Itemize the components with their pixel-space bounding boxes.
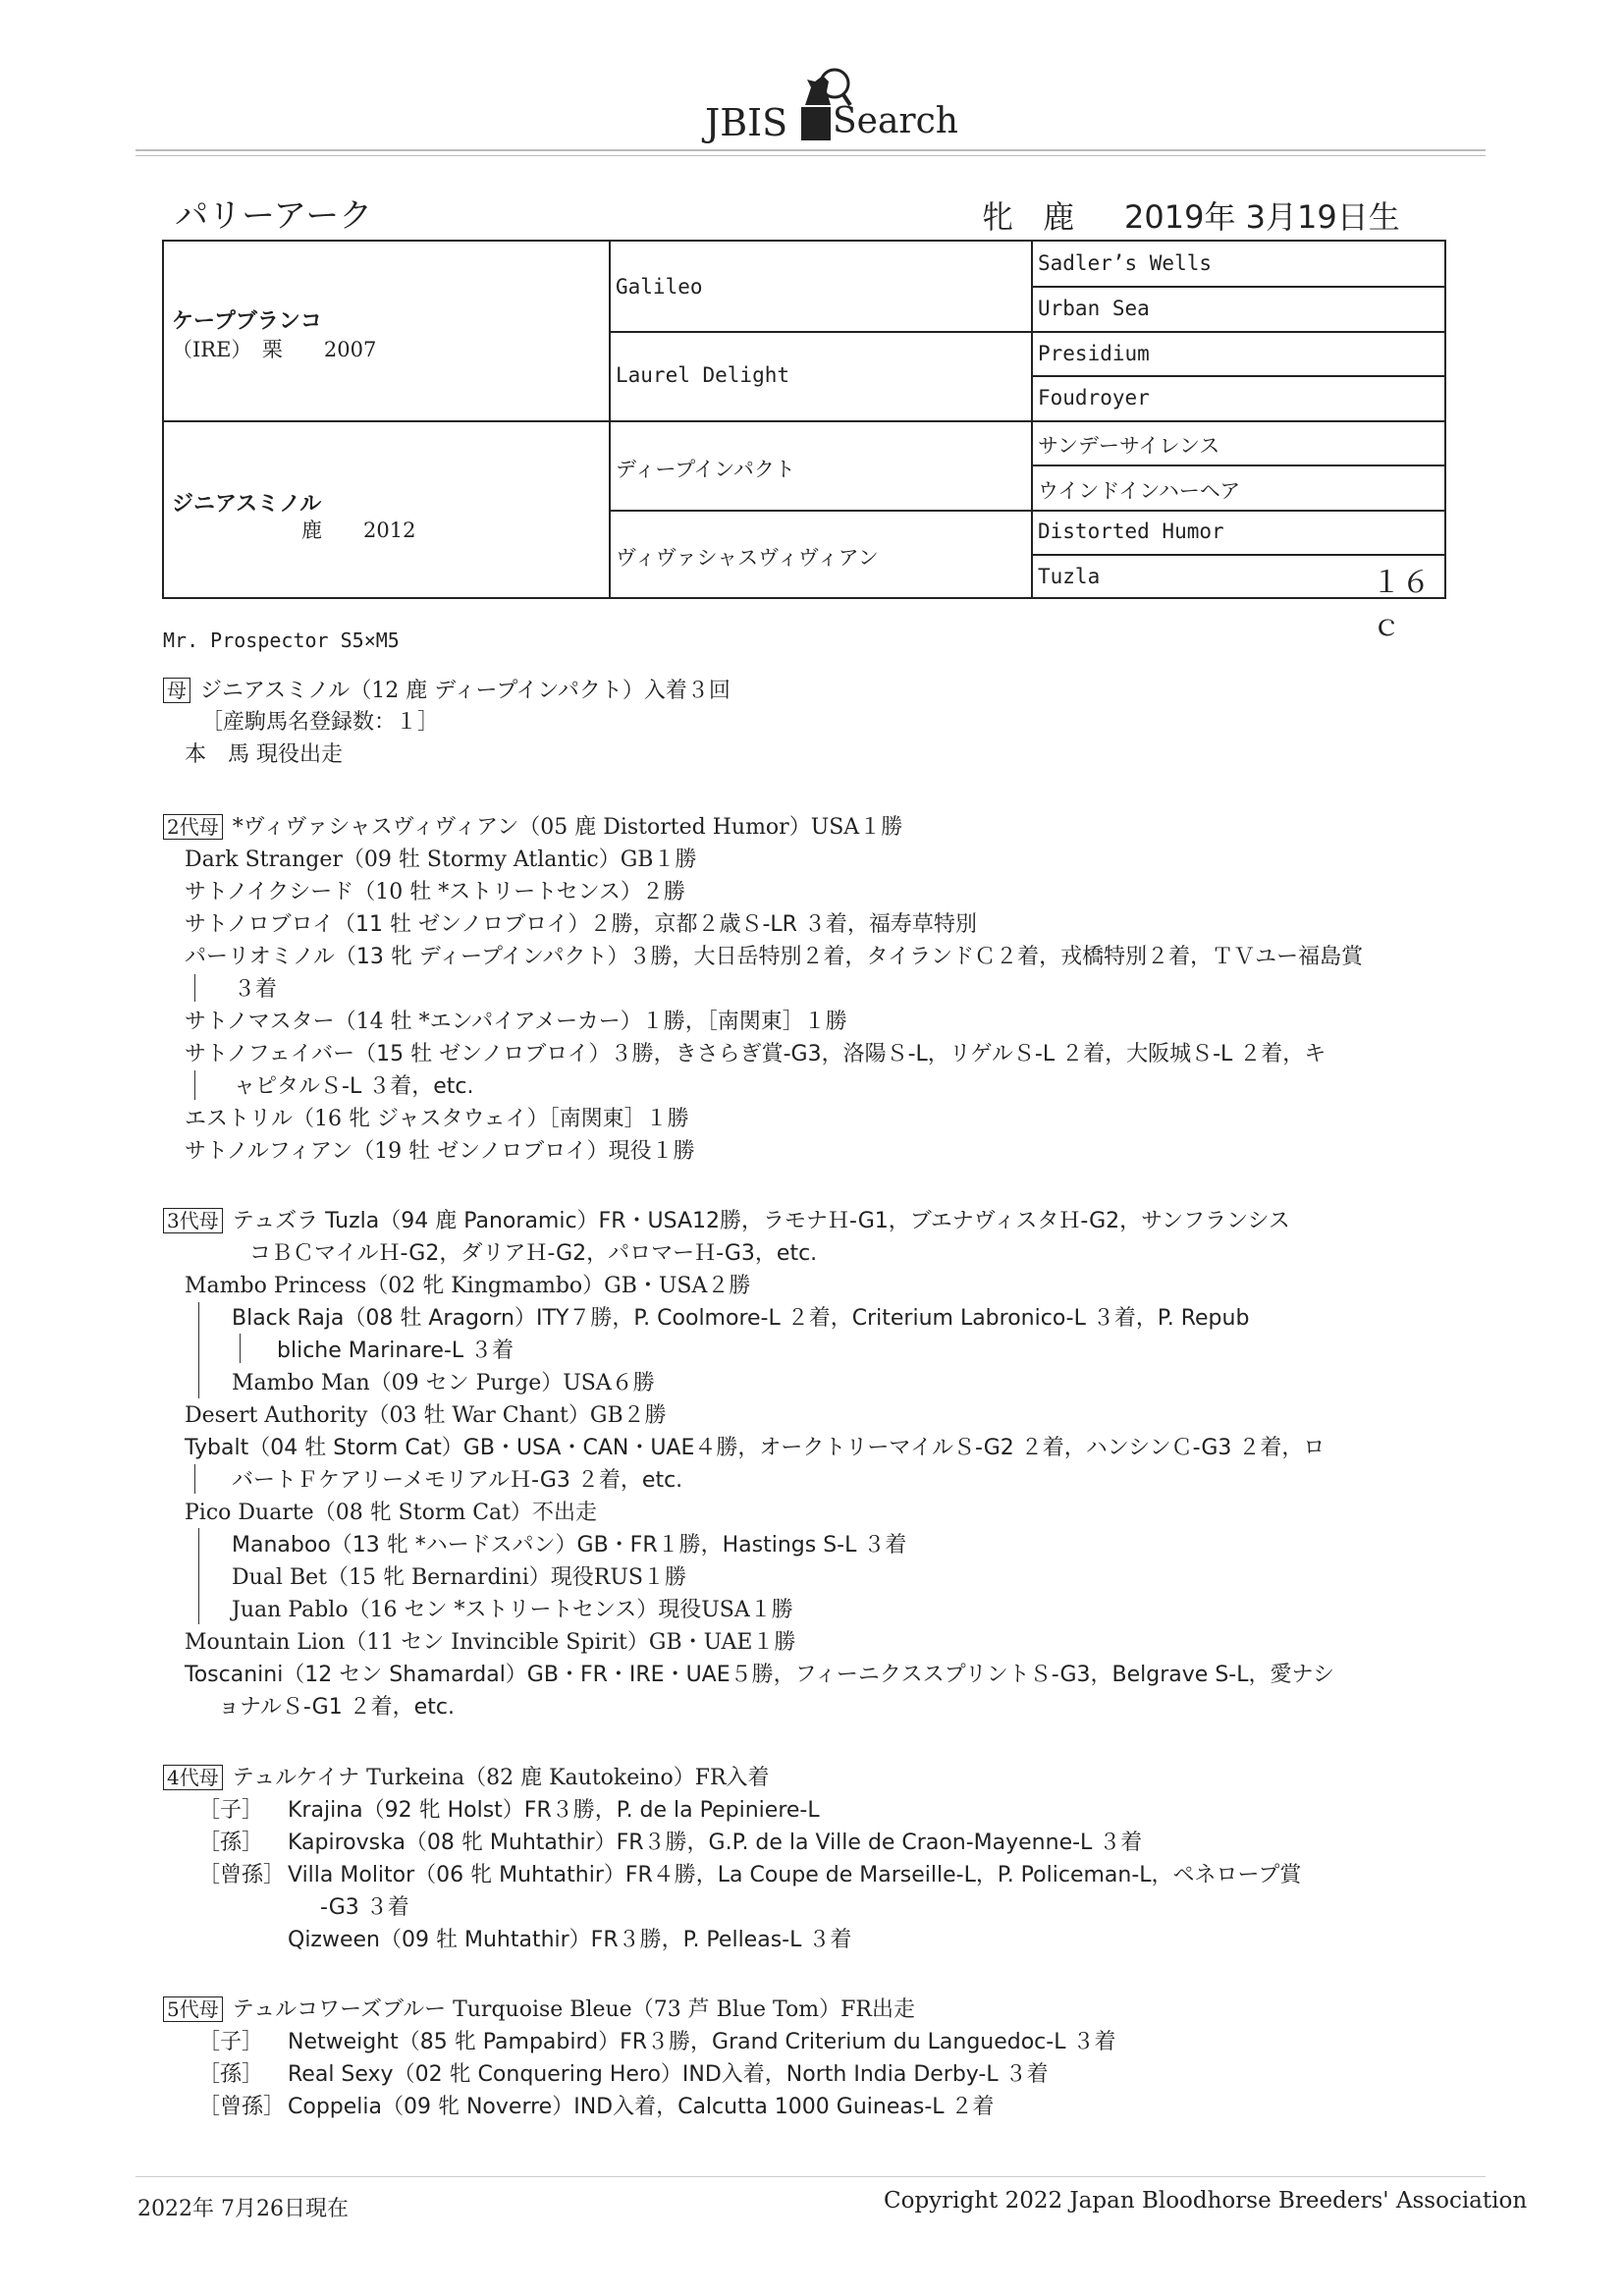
- gen4-line-grandchild: Kapirovska（08 牝 Muhtathir）FR３勝，G.P. de la Ville de Craon-Mayenne-L ３着: [288, 1831, 1143, 1855]
- sire-name: ケープブランコ: [172, 309, 322, 334]
- pedigree-gen2-0: Galileo: [616, 275, 703, 299]
- gen4-line-qizween: Qizween（09 牡 Muhtathir）FR３勝，P. Pelleas-L ３着: [288, 1928, 852, 1952]
- gen4-section-badge: 4代母: [163, 1765, 223, 1790]
- gen5-great-grandchild-label: ［曾孫］: [198, 2095, 286, 2119]
- dam-line-1: ［産駒馬名登録数：１］: [201, 710, 440, 735]
- gen3-line-7: Tybalt（04 牡 Storm Cat）GB・USA・CAN・UAE４勝，オークトリーマイルＳ-G2 ２着，ハンシンＣ-G3 ２着，ロ: [185, 1436, 1326, 1460]
- gen4-child-label: ［子］: [198, 1798, 264, 1823]
- gen3-line-5: Mambo Man（09 セン Purge）USA６勝: [232, 1371, 655, 1395]
- gen3-line-11: Dual Bet（15 牝 Bernardini）現役RUS１勝: [232, 1565, 686, 1590]
- gen5-grandchild-label: ［孫］: [198, 2062, 264, 2087]
- gen3-line-8: バートＦケアリーメモリアルＨ-G3 ２着，etc.: [232, 1468, 683, 1493]
- gen3-line-10: Manaboo（13 牝 *ハードスパン）GB・FR１勝，Hastings S-L ３着: [232, 1533, 907, 1558]
- gen2-section-badge: 2代母: [163, 814, 223, 840]
- horse-sex-color: 牝 鹿: [982, 198, 1085, 236]
- gen3-line-1: コＢＣマイルＨ-G2，ダリアＨ-G2，パロマーＨ-G3，etc.: [249, 1241, 818, 1266]
- pedigree-gen3-6: Distorted Humor: [1038, 519, 1224, 543]
- gen3-line-14: Toscanini（12 セン Shamardal）GB・FR・IRE・UAE５勝，フィーニクススプリントＳ-G3，Belgrave S-L，愛ナシ: [185, 1663, 1335, 1687]
- gen2-line-2: サトノイクシード（10 牡 *ストリートセンス）２勝: [185, 880, 685, 904]
- dam-line-2: 本 馬 現役出走: [185, 742, 343, 767]
- pedigree-gen2-2: ディープインパクト: [616, 458, 795, 481]
- gen3-section-badge: 3代母: [163, 1208, 223, 1233]
- gen3-line-4: bliche Marinare-L ３着: [277, 1339, 514, 1363]
- gen2-line-8: ャピタルＳ-L ３着，etc.: [234, 1074, 474, 1099]
- pedigree-gen3-3: Foudroyer: [1038, 386, 1150, 410]
- footer-copyright: Copyright 2022 Japan Bloodhorse Breeders' Association: [884, 2188, 1528, 2214]
- header-rule-thin: [135, 155, 1486, 156]
- footer-date: 2022年 7月26日現在: [137, 2197, 349, 2221]
- dam-line-0: ジニアスミノル（12 鹿 ディープインパクト）入着３回: [200, 679, 731, 703]
- gen3-line-0: 3代母 テュズラ Tuzla（94 鹿 Panoramic）FR・USA12勝，ラモナＨ-G1，ブエナヴィスタＨ-G2，サンフランシス: [163, 1208, 1290, 1235]
- logo-text-jbis: JBIS: [705, 101, 788, 144]
- pedigree-gen3-0: Sadler’s Wells: [1038, 251, 1213, 275]
- horse-birth-date: 2019年 3月19日生: [1124, 198, 1400, 236]
- gen5-line-0: 5代母 テュルコワーズブルー Turquoise Bleue（73 芦 Blue Tom）FR出走: [163, 1996, 915, 2024]
- gen4-line-continued: -G3 ３着: [320, 1895, 409, 1920]
- pedigree-gen3-5: ウインドインハーヘア: [1038, 479, 1241, 503]
- gen5-line-great-grandchild: Coppelia（09 牝 Noverre）IND入着，Calcutta 1000 Guineas-L ２着: [288, 2095, 995, 2119]
- family-number: １６ｃ: [1372, 566, 1431, 643]
- gen2-line-6: サトノマスター（14 牡 *エンパイアメーカー）１勝，［南関東］１勝: [185, 1010, 847, 1034]
- gen2-line-10: サトノルフィアン（19 牡 ゼンノロブロイ）現役１勝: [185, 1139, 695, 1164]
- gen3-line-9: Pico Duarte（08 牝 Storm Cat）不出走: [185, 1501, 597, 1525]
- gen3-line-3: Black Raja（08 牡 Aragorn）ITY７勝，P. Coolmore-L ２着，Criterium Labronico-L ３着，P. Repub: [232, 1306, 1250, 1331]
- gen4-line-0: 4代母 テュルケイナ Turkeina（82 鹿 Kautokeino）FR入着: [163, 1765, 770, 1792]
- gen5-line-child: Netweight（85 牝 Pampabird）FR３勝，Grand Criterium du Languedoc-L ３着: [288, 2030, 1116, 2054]
- gen2-line-4: パーリオミノル（13 牝 ディープインパクト）３勝，大日岳特別２着，タイランドＣ２着，戎橋特別２着，ＴＶユー福島賞: [185, 945, 1364, 969]
- gen5-line-grandchild: Real Sexy（02 牝 Conquering Hero）IND入着，North India Derby-L ３着: [288, 2062, 1049, 2087]
- gen2-line-9: エストリル（16 牝 ジャスタウェイ）［南関東］１勝: [185, 1107, 689, 1131]
- dam-section-badge: 母: [163, 678, 190, 703]
- gen4-line-child: Krajina（92 牝 Holst）FR３勝，P. de la Pepiniere-L: [288, 1798, 820, 1823]
- logo-text-search: Search: [833, 101, 958, 141]
- gen5-section-badge: 5代母: [163, 1996, 223, 2022]
- gen3-line-2: Mambo Princess（02 牝 Kingmambo）GB・USA２勝: [185, 1274, 751, 1298]
- dam-detail: 鹿 2012: [301, 519, 416, 542]
- gen2-line-3: サトノロブロイ（11 牡 ゼンノロブロイ）２勝，京都２歳Ｓ-LR ３着，福寿草特別: [185, 912, 977, 937]
- gen2-line-0: 2代母 *ヴィヴァシャスヴィヴィアン（05 鹿 Distorted Humor）USA１勝: [163, 814, 902, 842]
- pedigree-gen3-4: サンデーサイレンス: [1038, 434, 1220, 458]
- gen3-line-13: Mountain Lion（11 セン Invincible Spirit）GB・UAE１勝: [185, 1630, 796, 1655]
- gen2-line-5: ３着: [234, 977, 278, 1002]
- gen4-grandchild-label: ［孫］: [198, 1831, 264, 1855]
- pedigree-gen3-1: Urban Sea: [1038, 297, 1150, 320]
- pedigree-gen2-3: ヴィヴァシャスヴィヴィアン: [616, 546, 879, 570]
- gen4-great-grandchild-label: ［曾孫］: [198, 1863, 286, 1887]
- pedigree-gen3-7: Tuzla: [1038, 565, 1101, 588]
- gen3-line-12: Juan Pablo（16 セン *ストリートセンス）現役USA１勝: [232, 1598, 793, 1622]
- footer-rule: [135, 2176, 1486, 2177]
- gen5-child-label: ［子］: [198, 2030, 264, 2054]
- gen4-line-great-grandchild: Villa Molitor（06 牝 Muhtathir）FR４勝，La Coupe de Marseille-L，P. Policeman-L，ペネロープ賞: [288, 1863, 1302, 1887]
- inbreeding-note: Mr. Prospector S5×M5: [163, 629, 400, 652]
- gen2-line-7: サトノフェイバー（15 牡 ゼンノロブロイ）３勝，きさらぎ賞-G3，洛陽Ｓ-L，リゲルＳ-L ２着，大阪城Ｓ-L ２着，キ: [185, 1042, 1326, 1066]
- gen2-line-1: Dark Stranger（09 牡 Stormy Atlantic）GB１勝: [185, 847, 697, 872]
- jbis-search-logo: [687, 54, 982, 142]
- dam-section-line-0: [163, 678, 731, 705]
- gen3-line-15: ョナルＳ-G1 ２着，etc.: [218, 1695, 455, 1720]
- horse-name: パリーアーク: [175, 196, 373, 236]
- sire-detail: （IRE） 栗 2007: [172, 338, 377, 361]
- header-rule: [135, 149, 1486, 151]
- pedigree-gen2-1: Laurel Delight: [616, 363, 790, 387]
- dam-name: ジニアスミノル: [172, 492, 322, 517]
- gen3-line-6: Desert Authority（03 牡 War Chant）GB２勝: [185, 1403, 667, 1428]
- pedigree-gen3-2: Presidium: [1038, 342, 1150, 365]
